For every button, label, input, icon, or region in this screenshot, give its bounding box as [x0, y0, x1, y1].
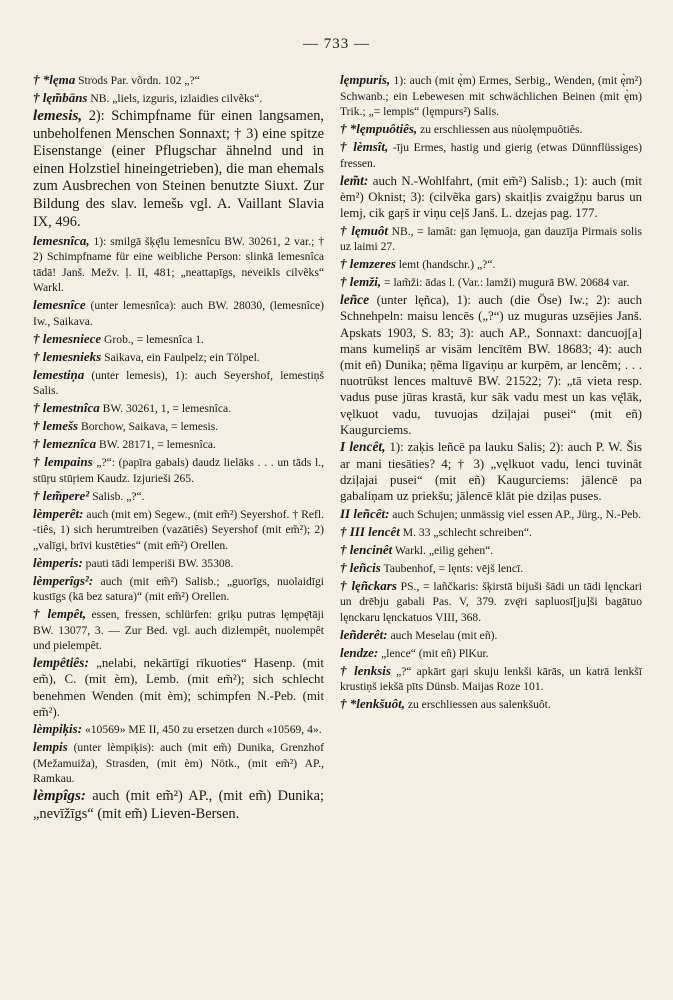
entry-body: BW. 30261, 1, = lemesnîca. [99, 402, 232, 416]
entry-body: essen, fressen, schlürfen: griķu putras lęmpę̄tāji BW. 13077, 3. — Zur Bed. vgl. auch dizlempêt, nuolempêt und pielempêt. [33, 608, 325, 653]
entry-headword: lem̃t: [340, 172, 369, 188]
dictionary-entry [33, 108, 324, 231]
dictionary-entry [33, 788, 324, 823]
dictionary-entry [33, 506, 324, 554]
entry-headword: † lèmsît, [340, 139, 389, 154]
entry-body: (unter lemesnîca): auch BW. 28030, (lemesnîce) Iw., Saikava. [33, 299, 324, 328]
entry-body: zu erschliessen aus nùolęmpuôtiês. [417, 123, 583, 136]
dictionary-entry [340, 274, 642, 291]
entry-body: (unter lemesis), 1): auch Seyershof, lemestiņš Salis. [33, 368, 324, 398]
entry-headword: † lemesnieks [33, 348, 102, 364]
entry-body: auch (mit em̃²) Salisb.; „guorīgs, nuolaidīgi kustīgs (kā bez satura)“ (mit em̃²) Orellen. [33, 574, 324, 604]
dictionary-entry [340, 627, 642, 644]
entry-headword: lemesnîce [33, 297, 86, 313]
entry-body: NB. „liels, izguris, izlaidies cilvẽks“. [87, 92, 263, 105]
dictionary-entry [340, 139, 642, 171]
dictionary-entry [340, 439, 642, 504]
dictionary-entry [33, 90, 324, 107]
entry-body: PS., = lañčkaris: šķirstā bijuši šādi un tādi lęnckari un drēbju gabali Pas. V, 379. zvę̄ri sapluosī[ju]ši bagātuo lęnckaru lęnckatuos VIII, 368. [340, 579, 643, 624]
dictionary-entry [340, 506, 642, 523]
entry-headword: † lemešs [33, 418, 79, 434]
dictionary-entry [340, 663, 642, 695]
dictionary-entry [33, 349, 324, 366]
entry-body: Strods Par. võrdn. 102 „?“ [75, 74, 200, 87]
left-column [33, 72, 324, 825]
entry-headword: leñderêt: [340, 626, 388, 642]
entry-headword: † lęmuôt [340, 222, 388, 238]
right-column [340, 72, 642, 714]
entry-headword: † III lencêt [340, 523, 400, 539]
dictionary-entry [340, 542, 642, 559]
dictionary-entry [340, 560, 642, 577]
entry-headword: leñce [340, 292, 370, 308]
entry-body: NB., = lamât: gan lęmuoja, gan dauzīja Pirmais solis uz laimi 27. [340, 224, 642, 254]
entry-headword: † lęñckars [340, 577, 397, 593]
dictionary-entry [33, 297, 324, 329]
entry-body: Salisb. „?“. [89, 489, 145, 503]
entry-body: „nelabi, nekārtīgi rīkuoties“ Hasenp. (mit em̃), C. (mit èm), Lemb. (mit em̃²); sich schlecht benehmen Wenden (mit èm); schimpfen N.-Peb. (mit em̃²). [33, 656, 324, 719]
dictionary-entry [33, 573, 324, 605]
entry-headword: † *lęma [33, 72, 76, 87]
entry-body: 1): smilgā šķę̄lu lemesnîcu BW. 30261, 2 var.; † 2) Schimpfname für eine weibliche Person: slinkā lemesnîca tādā! Janš. Mežv. ļ. II, 481; „neattapīgs, neveikls cilvẽks“ Warkl. [33, 234, 324, 295]
entry-body: BW. 28171, = lemesnîca. [96, 438, 216, 452]
entry-headword: lendze: [340, 644, 379, 660]
page-number: — 733 — [303, 36, 370, 52]
entry-body: Warkl. „eilig gehen“. [392, 543, 494, 557]
dictionary-entry [33, 606, 324, 654]
entry-headword: † leñcis [340, 559, 381, 575]
entry-headword: † lemži, [340, 274, 382, 290]
dictionary-entry [33, 331, 324, 348]
entry-headword: † lenksis [340, 662, 391, 678]
entry-headword: † lemeznîca [33, 436, 97, 452]
entry-headword: lempêtiês: [33, 655, 89, 671]
entry-body: auch (mit em) Segew., (mit em̃²) Seyershof. † Refl. -tiês, 1) sich herumtreiben (vazātiês) Seyershof (mit em̃²); 2) „valīgi, brīvi kustēties“ (mit em̃²) Orellen. [33, 507, 324, 552]
entry-headword: † lęm̃bāns [33, 90, 88, 105]
dictionary-entry [340, 223, 642, 255]
entry-body: auch Schujen; unmässig viel essen AP., Jürg., N.-Peb. [389, 507, 642, 521]
dictionary-entry [33, 721, 324, 738]
entry-body: auch Meselau (mit eñ). [387, 628, 498, 642]
entry-headword: I lencêt, [340, 439, 386, 455]
entry-body: auch N.-Wohlfahrt, (mit em̃²) Salisb.; 1): auch (mit èm²) Oknist; 3): (cilvẽka gars) skaitļis zvaigžņu barus un lemj, cik gaŗš ir viņu ceļš Janš. L. dzejas pag. 177. [340, 173, 642, 220]
dictionary-entry [33, 400, 324, 417]
dictionary-entry [340, 524, 642, 541]
entry-body: „lence“ (mit eñ) PlKur. [378, 646, 489, 660]
entry-headword: lempis [33, 739, 68, 755]
dictionary-entry [33, 72, 324, 89]
dictionary-entry [33, 488, 324, 505]
entry-headword: lemesis, [33, 108, 83, 124]
dictionary-entry [33, 739, 324, 787]
entry-body: «10569» ME II, 450 zu ersetzen durch «10569, 4». [82, 723, 322, 737]
dictionary-entry [340, 173, 642, 222]
entry-headword: † lem̃pere² [33, 487, 90, 503]
dictionary-entry [33, 418, 324, 435]
dictionary-entry [340, 696, 642, 713]
entry-headword: † *lenkšuôt, [340, 696, 405, 712]
entry-headword: II leñcêt: [340, 505, 390, 521]
entry-body: 2): Schimpfname für einen langsamen, unbeholfenen Menschen Sonnaxt; † 3) eine spitze Eisenstange (einer Pflugschar ähnelnd und in einen Holzstiel hineingetrieben), die man ehemals zum Ausbrechen von Steinen benutzte Siuxt. Zur Bildung des slav. lemešь vgl. A. Vaillant Slavia IX, 496. [33, 108, 324, 230]
entry-headword: † lemesniece [33, 330, 102, 346]
entry-headword: † lencinêt [340, 541, 393, 557]
entry-body: Borchow, Saikava, = lemesis. [78, 420, 219, 434]
dictionary-entry [340, 72, 642, 120]
dictionary-entry [340, 578, 642, 626]
dictionary-entry [33, 454, 324, 486]
entry-body: M. 33 „schlecht schreiben“. [399, 525, 532, 539]
entry-body: auch (mit em̃²) AP., (mit em̃) Dunika; „nevīžīgs“ (mit em̃) Lieven-Bersen. [33, 788, 324, 823]
dictionary-entry [33, 367, 324, 399]
dictionary-entry [33, 555, 324, 572]
entry-body: 1): zaķis leñcē pa lauku Salis; 2): auch P. W. Šis ar mani tiesāties? 4; † 3) „vęlkuot vadu, lenci tuvinât dziļajai pusei“ (mit eñ) Kaugurciems: jālencē pa gabaliņam uz priekšu; jālencē klāt pie dziļas puses. [340, 440, 642, 504]
entry-headword: lèmperîgs²: [33, 572, 94, 588]
entry-body: „?“ apkārt gaŗi skuju lenkši kārās, un katrā lenkšī krustiņš iekšā pīts Dünsb. Maijas Roze 101. [340, 664, 642, 694]
entry-body: (unter lęñca), 1): auch (die Öse) Iw.; 2): auch Schnehpeln: maisu lencēs („?“) uz muguras uzsējies Janš. Apskats 1903, S. 83; 3): auch AP., Sonnaxt: dancuoj[a] mans kumeliņš ar visām lencītēm BW. 18683; 4): auch (mit eñ) Dunika; ņẽma līgaviņu ar kurpēm, ar lencẽm; . . . nuotrūkst lences maltuvē BW. 21522; 7): „tā vieta resp. vadus puse jūras krastā, kur sāk vadu mest un kas vę̄lāk, vęlkuot vadu, tuvuojas dziļajai pusei“ (mit eñ) Kaugurciems. [340, 293, 642, 437]
dictionary-entry [33, 436, 324, 453]
entry-body: zu erschliessen aus salenkšuôt. [404, 698, 551, 712]
entry-body: 1): auch (mit ę̀m) Ermes, Serbig., Wenden, (mit ę̀m²) Schwanb.; ein Lebewesen mit schwächlichen Beinen (mit ę̀m) Trik.; „= lempis“ (lęmpurs²) Salis. [340, 74, 642, 118]
entry-body: lemt (handschr.) „?“. [395, 258, 496, 272]
entry-headword: lèmpîgs: [33, 788, 86, 805]
entry-headword: lęmpuris, [340, 72, 391, 87]
entry-headword: lèmperêt: [33, 505, 84, 521]
entry-body: Grob., = lemesnîca 1. [101, 332, 204, 346]
entry-headword: † lempêt, [33, 606, 87, 622]
dictionary-entry [340, 121, 642, 138]
entry-body: Taubenhof, = lęnts: vējš lencī. [380, 561, 524, 575]
entry-body: pauti tādi lemperiši BW. 35308. [82, 556, 234, 570]
dictionary-entry [340, 292, 642, 438]
dictionary-entry [340, 645, 642, 662]
dictionary-entry [33, 655, 324, 720]
entry-body: Saikava, ein Faulpelz; ein Tölpel. [101, 350, 260, 364]
entry-headword: lemestiņa [33, 366, 85, 382]
entry-headword: † lemzeres [340, 256, 396, 272]
entry-body: (unter lèmpiķis): auch (mit em̃) Dunika, Grenzhof (Mežamuiža), Strasden, (mit èm) Nötk., (mit em̃²) AP., Ramkau. [33, 741, 324, 786]
entry-body: „?“: (papīra gabals) daudz lielāks . . . un tāds l., stūŗu stūŗiem Kaudz. Izjurieši 265. [33, 456, 324, 485]
entry-headword: lemesnîca, [33, 232, 90, 248]
dictionary-entry [340, 256, 642, 273]
dictionary-entry [33, 233, 324, 296]
entry-headword: † lempains [33, 454, 93, 470]
entry-headword: lèmperis: [33, 554, 83, 570]
entry-headword: † lemestnîca [33, 400, 100, 416]
entry-headword: lèmpiķis: [33, 721, 83, 737]
entry-headword: † *lęmpuôtiês, [340, 121, 418, 136]
entry-body: -īju Ermes, hastig und gierig (etwas Dünnflüssiges) fressen. [340, 141, 642, 170]
entry-body: = lam̃ži: ādas l. (Var.: lamži) mugurā BW. 20684 var. [381, 276, 630, 290]
